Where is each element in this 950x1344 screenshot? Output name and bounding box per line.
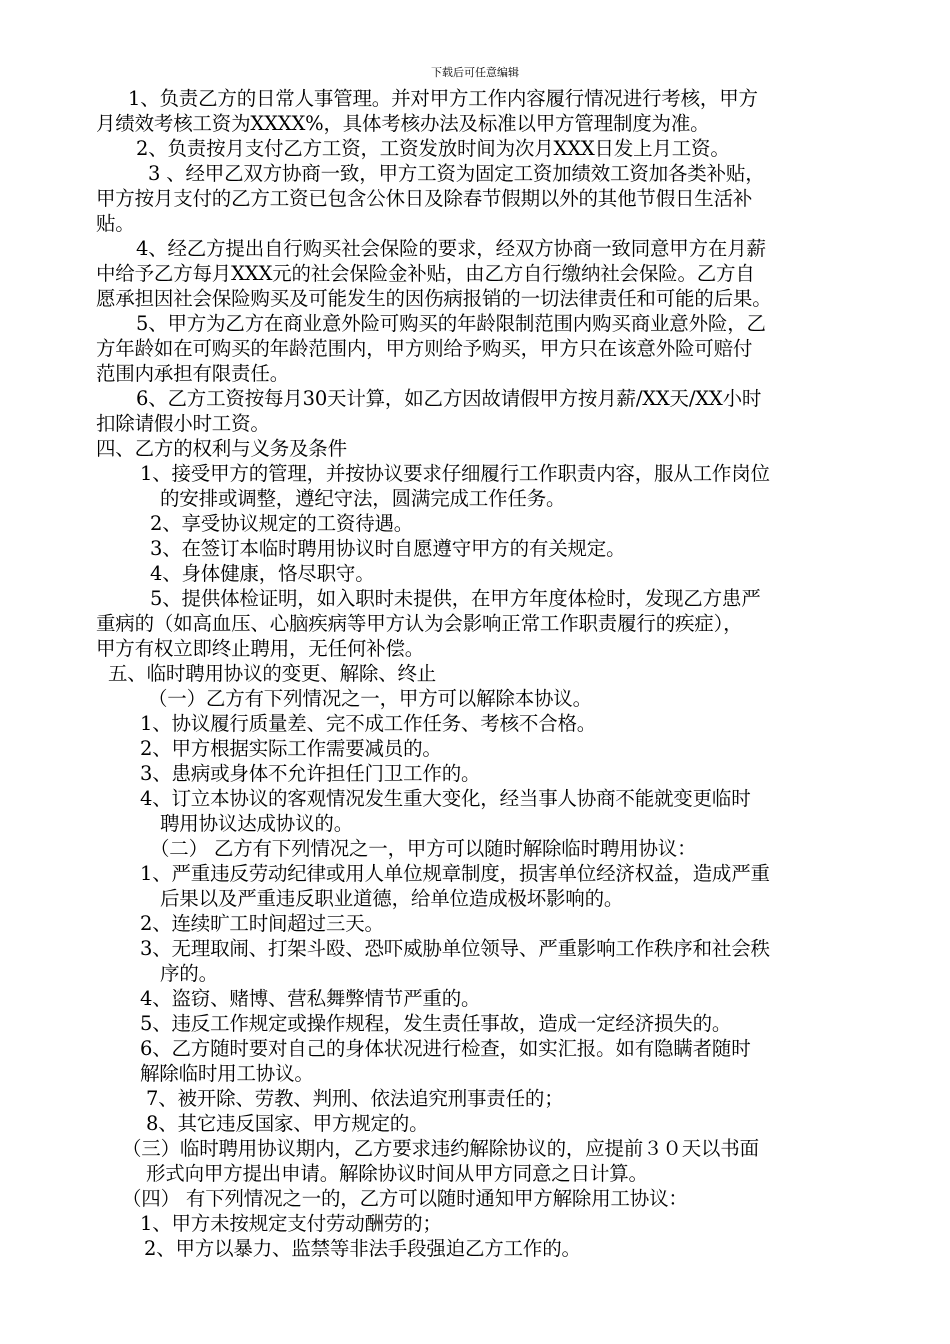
text-line: 范围内承担有限责任。 xyxy=(96,362,290,385)
text-line: 1、甲方未按规定支付劳动酬劳的； xyxy=(140,1212,442,1235)
text-line: 8、其它违反国家、甲方规定的。 xyxy=(146,1112,429,1135)
text-line: 甲方按月支付的乙方工资已包含公休日及除春节假期以外的其他节假日生活补 xyxy=(96,187,753,210)
section-heading: 五、临时聘用协议的变更、解除、终止 xyxy=(108,662,437,685)
text-line: 4、盗窃、赌博、营私舞弊情节严重的。 xyxy=(140,987,481,1010)
text-line: 月绩效考核工资为XXXX%，具体考核办法及标准以甲方管理制度为准。 xyxy=(96,112,710,135)
text-line: 的安排或调整，遵纪守法，圆满完成工作任务。 xyxy=(160,487,566,510)
text-line: 4、身体健康，恪尽职守。 xyxy=(150,562,375,585)
text-line: 5、违反工作规定或操作规程，发生责任事故，造成一定经济损失的。 xyxy=(140,1012,732,1035)
text-line: 后果以及严重违反职业道德，给单位造成极坏影响的。 xyxy=(160,887,624,910)
text-line: 4、经乙方提出自行购买社会保险的要求，经双方协商一致同意甲方在月薪 xyxy=(136,237,766,260)
text-line: 甲方有权立即终止聘用，无任何补偿。 xyxy=(96,637,425,660)
text-line: 序的。 xyxy=(160,962,218,985)
text-line: 扣除请假小时工资。 xyxy=(96,412,270,435)
text-line: （三）临时聘用协议期内，乙方要求违约解除协议的，应提前３０天以书面 xyxy=(122,1137,759,1160)
text-line: 2、负责按月支付乙方工资，工资发放时间为次月XXX日发上月工资。 xyxy=(136,137,730,160)
page-header: 下载后可任意编辑 xyxy=(431,66,519,79)
text-line: 2、甲方根据实际工作需要减员的。 xyxy=(140,737,442,760)
text-line: 解除临时用工协议。 xyxy=(140,1062,314,1085)
text-line: 2、享受协议规定的工资待遇。 xyxy=(150,512,414,535)
text-line: 3、患病或身体不允许担任门卫工作的。 xyxy=(140,762,481,785)
text-line: 6、乙方随时要对自己的身体状况进行检查，如实汇报。如有隐瞒者随时 xyxy=(140,1037,751,1060)
text-line: 5、提供体检证明，如入职时未提供，在甲方年度体检时，发现乙方患严 xyxy=(150,587,761,610)
text-line: 愿承担因社会保险购买及可能发生的因伤病报销的一切法律责任和可能的后果。 xyxy=(96,287,772,310)
text-line: 4、订立本协议的客观情况发生重大变化，经当事人协商不能就变更临时 xyxy=(140,787,751,810)
text-line: （四） 有下列情况之一的，乙方可以随时通知甲方解除用工协议： xyxy=(122,1187,688,1210)
text-line: 形式向甲方提出申请。解除协议时间从甲方同意之日计算。 xyxy=(146,1162,648,1185)
text-line: 1、接受甲方的管理，并按协议要求仔细履行工作职责内容，服从工作岗位 xyxy=(140,462,770,485)
text-line: 中给予乙方每月XXX元的社会保险金补贴，由乙方自行缴纳社会保险。乙方自 xyxy=(96,262,755,285)
text-line: 5、甲方为乙方在商业意外险可购买的年龄限制范围内购买商业意外险，乙 xyxy=(136,312,766,335)
text-line: 重病的（如高血压、心脑疾病等甲方认为会影响正常工作职责履行的疾症）， xyxy=(96,612,743,635)
text-line: 1、协议履行质量差、完不成工作任务、考核不合格。 xyxy=(140,712,597,735)
text-line: 贴。 xyxy=(96,212,135,235)
text-line: 3、无理取闹、打架斗殴、恐吓威胁单位领导、严重影响工作秩序和社会秩 xyxy=(140,937,770,960)
text-line: 1、负责乙方的日常人事管理。并对甲方工作内容履行情况进行考核，甲方 xyxy=(128,87,758,110)
text-line: 7、被开除、劳教、判刑、依法追究刑事责任的； xyxy=(146,1087,564,1110)
text-line: 3 、经甲乙双方协商一致，甲方工资为固定工资加绩效工资加各类补贴， xyxy=(148,162,765,185)
text-line: （一）乙方有下列情况之一，甲方可以解除本协议。 xyxy=(148,687,592,710)
text-line: 2、连续旷工时间超过三天。 xyxy=(140,912,384,935)
text-line: 方年龄如在可购买的年龄范围内，甲方则给予购买，甲方只在该意外险可赔付 xyxy=(96,337,753,360)
text-line: （二） 乙方有下列情况之一，甲方可以随时解除临时聘用协议： xyxy=(150,837,697,860)
section-heading: 四、乙方的权利与义务及条件 xyxy=(96,437,347,460)
text-line: 聘用协议达成协议的。 xyxy=(160,812,354,835)
text-line: 1、严重违反劳动纪律或用人单位规章制度，损害单位经济权益，造成严重 xyxy=(140,862,770,885)
text-line: 3、在签订本临时聘用协议时自愿遵守甲方的有关规定。 xyxy=(150,537,626,560)
text-line: 6、乙方工资按每月30天计算，如乙方因故请假甲方按月薪/XX天/XX小时 xyxy=(136,387,762,410)
text-line: 2、甲方以暴力、监禁等非法手段强迫乙方工作的。 xyxy=(144,1237,581,1260)
document-body xyxy=(96,86,876,1261)
